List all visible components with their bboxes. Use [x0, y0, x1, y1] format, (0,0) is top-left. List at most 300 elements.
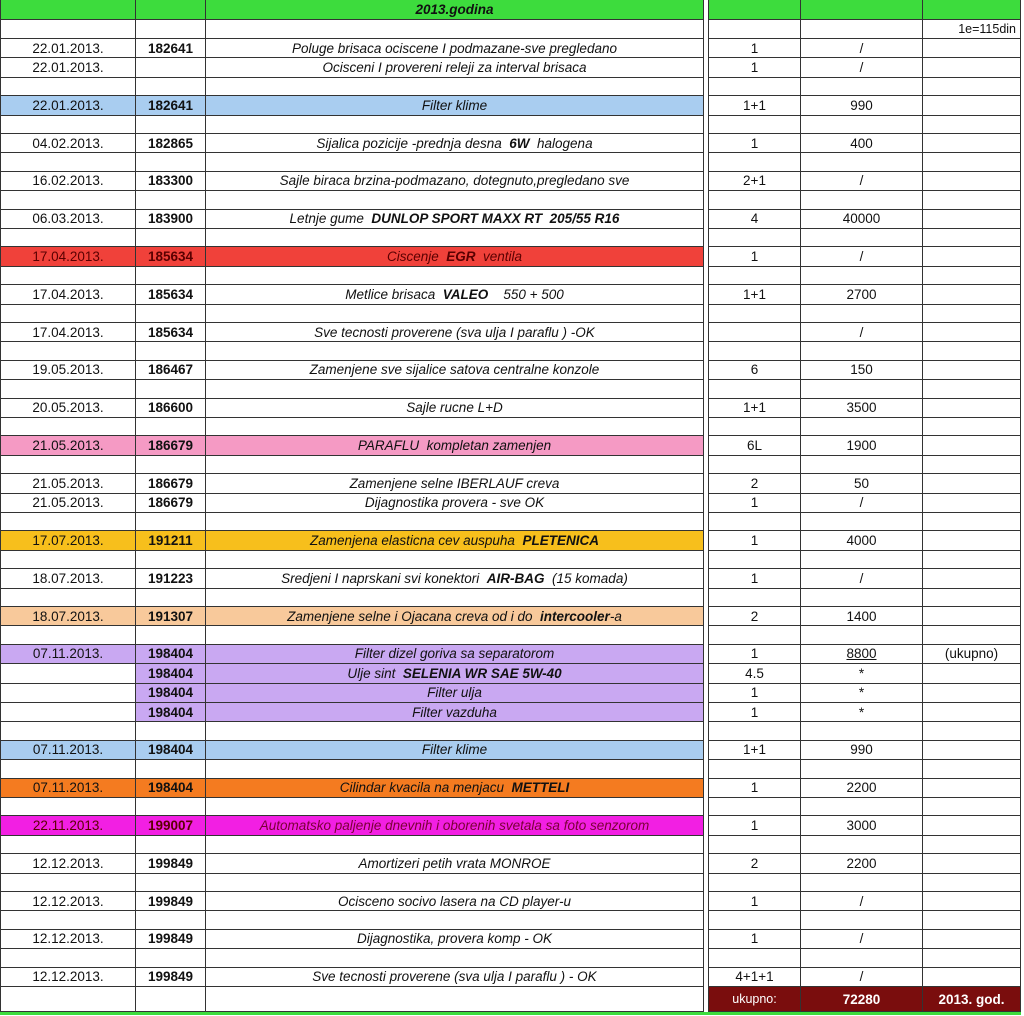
description-cell [206, 399, 704, 418]
empty-cell [801, 911, 923, 929]
quantity-cell: 1 [708, 930, 801, 949]
date-cell: 07.11.2013. [0, 645, 136, 664]
empty-cell [0, 551, 136, 569]
empty-cell [708, 78, 801, 96]
empty-cell [708, 305, 801, 323]
column-gap [704, 607, 708, 626]
blank-row [0, 874, 1024, 892]
empty-cell [136, 267, 206, 285]
empty-cell [923, 342, 1021, 360]
empty-cell [206, 626, 704, 644]
empty-cell [0, 798, 136, 816]
description-bold-part: EGR [446, 249, 476, 265]
description-cell [206, 741, 704, 760]
price-value: 2200 [846, 855, 877, 871]
price-value: / [859, 249, 864, 265]
empty-cell [206, 305, 704, 323]
empty-cell [136, 456, 206, 474]
quantity-cell: 1 [708, 247, 801, 266]
empty-cell [801, 760, 923, 778]
empty-cell [136, 380, 206, 398]
description-bold-part: intercooler [540, 608, 610, 624]
date-cell: 12.12.2013. [0, 854, 136, 873]
date-cell: 04.02.2013. [0, 134, 136, 153]
empty-cell [0, 911, 136, 929]
quantity-cell: 2 [708, 474, 801, 493]
empty-cell [136, 949, 206, 967]
note-cell [923, 892, 1021, 911]
price-value: 400 [850, 135, 873, 151]
description-part: -a [609, 608, 622, 624]
empty-cell [206, 116, 704, 134]
quantity-cell [708, 323, 801, 342]
description-part: Zamenjena elasticna cev auspuha [310, 533, 523, 549]
price-value: 8800 [846, 646, 877, 662]
empty-cell [923, 78, 1021, 96]
table-row [0, 569, 1024, 588]
price-cell [801, 854, 923, 873]
blank-row [0, 78, 1024, 96]
quantity-cell: 2 [708, 854, 801, 873]
empty-cell [206, 418, 704, 436]
description-part: Dijagnostika provera - sve OK [364, 495, 545, 511]
price-cell [801, 39, 923, 58]
blank-row [0, 267, 1024, 285]
quantity-cell: 1 [708, 569, 801, 588]
empty-cell [0, 418, 136, 436]
empty-cell [708, 342, 801, 360]
description-part: 550 + 500 [488, 286, 564, 302]
empty-cell [923, 874, 1021, 892]
column-gap [704, 342, 708, 360]
km-cell: 183300 [136, 172, 206, 191]
description-cell [206, 210, 704, 229]
date-cell: 18.07.2013. [0, 569, 136, 588]
table-row [0, 892, 1024, 911]
description-cell [206, 134, 704, 153]
column-gap [704, 116, 708, 134]
empty-cell [923, 911, 1021, 929]
price-value: * [858, 704, 865, 720]
km-cell: 199849 [136, 854, 206, 873]
description-part: Poluge brisaca ociscene I podmazane-sve pregledano [292, 40, 617, 56]
empty-cell [923, 626, 1021, 644]
date-cell: 18.07.2013. [0, 607, 136, 626]
empty-cell [923, 267, 1021, 285]
empty-cell [708, 116, 801, 134]
price-cell [801, 816, 923, 835]
table-row [0, 58, 1024, 77]
table-row [0, 172, 1024, 191]
note-cell [923, 96, 1021, 115]
column-gap [704, 134, 708, 153]
empty-cell [206, 911, 704, 929]
empty-cell [136, 513, 206, 531]
column-gap [704, 96, 708, 115]
year-title: 2013.godina [206, 0, 704, 20]
empty-cell [0, 513, 136, 531]
note-cell [923, 361, 1021, 380]
km-cell: 182641 [136, 39, 206, 58]
blank-row [0, 798, 1024, 816]
empty-cell [206, 987, 704, 1012]
description-part: Metlice brisaca [345, 286, 443, 302]
description-cell [206, 436, 704, 455]
column-gap [704, 741, 708, 760]
description-part: Filter dizel goriva sa separatorom [354, 646, 555, 662]
column-gap [704, 949, 708, 967]
empty-cell [801, 78, 923, 96]
price-cell [801, 96, 923, 115]
price-cell [801, 645, 923, 664]
column-gap [704, 229, 708, 247]
blank-row [0, 456, 1024, 474]
empty-cell [0, 987, 136, 1012]
empty-cell [0, 229, 136, 247]
empty-cell [923, 191, 1021, 209]
description-part: Sredjeni I naprskani svi konektori [281, 570, 487, 586]
empty-cell [801, 798, 923, 816]
empty-cell [801, 20, 923, 39]
quantity-cell: 1+1 [708, 285, 801, 304]
price-value: 1400 [846, 608, 877, 624]
blank-row [0, 949, 1024, 967]
date-cell: 22.01.2013. [0, 96, 136, 115]
empty-cell [708, 836, 801, 854]
empty-cell [136, 551, 206, 569]
empty-cell [206, 722, 704, 740]
total-label: ukupno: [708, 987, 801, 1012]
quantity-cell: 2 [708, 607, 801, 626]
empty-cell [136, 191, 206, 209]
price-value: * [858, 665, 865, 681]
empty-cell [708, 456, 801, 474]
price-value: / [859, 893, 864, 909]
note-cell [923, 39, 1021, 58]
km-cell: 191211 [136, 531, 206, 550]
total-row [0, 987, 1024, 1012]
column-gap [704, 589, 708, 607]
table-row [0, 645, 1024, 664]
description-bold-part: DUNLOP SPORT MAXX RT 205/55 R16 [371, 211, 620, 227]
description-part: Ociscеno socivo lasera na CD player-u [337, 893, 572, 909]
note-cell [923, 569, 1021, 588]
quantity-cell: 1 [708, 684, 801, 703]
description-cell [206, 39, 704, 58]
column-gap [704, 436, 708, 455]
blank-row [0, 836, 1024, 854]
table-row [0, 361, 1024, 380]
column-gap [704, 58, 708, 77]
km-cell: 186600 [136, 399, 206, 418]
note-cell [923, 436, 1021, 455]
description-part: Filter klime [421, 97, 488, 113]
table-row [0, 607, 1024, 626]
column-gap [704, 551, 708, 569]
date-cell: 07.11.2013. [0, 741, 136, 760]
price-cell [801, 741, 923, 760]
km-cell: 185634 [136, 323, 206, 342]
empty-cell [801, 513, 923, 531]
column-gap [704, 854, 708, 873]
empty-cell [801, 229, 923, 247]
description-part: halogena [529, 135, 593, 151]
note-cell [923, 134, 1021, 153]
table-row [0, 210, 1024, 229]
description-part: ventila [475, 249, 523, 265]
description-cell [206, 247, 704, 266]
table-row [0, 474, 1024, 493]
price-cell [801, 664, 923, 683]
empty-cell [136, 153, 206, 171]
header-row [0, 0, 1024, 20]
empty-cell [801, 191, 923, 209]
description-bold-part: VALEO [442, 286, 489, 302]
empty-cell [136, 589, 206, 607]
price-value: / [859, 324, 864, 340]
empty-cell [206, 513, 704, 531]
quantity-cell: 1 [708, 531, 801, 550]
empty-cell [801, 380, 923, 398]
description-cell [206, 323, 704, 342]
description-part: Cilindar kvacila na menjacu [339, 780, 512, 796]
note-cell [923, 58, 1021, 77]
column-gap [704, 779, 708, 798]
description-part: Zamenjene sve sijalice satova centralne konzole [309, 362, 600, 378]
empty-cell [801, 267, 923, 285]
empty-cell [0, 342, 136, 360]
description-part: Filter klime [421, 742, 488, 758]
table-row [0, 741, 1024, 760]
quantity-cell: 6 [708, 361, 801, 380]
empty-cell [136, 78, 206, 96]
table-row [0, 285, 1024, 304]
empty-cell [0, 153, 136, 171]
table-row [0, 39, 1024, 58]
note-cell [923, 968, 1021, 987]
header-cell [801, 0, 923, 20]
price-cell [801, 247, 923, 266]
empty-cell [206, 551, 704, 569]
date-cell: 17.07.2013. [0, 531, 136, 550]
empty-cell [923, 949, 1021, 967]
empty-cell [708, 760, 801, 778]
empty-cell [0, 267, 136, 285]
quantity-cell: 6L [708, 436, 801, 455]
description-part: Sajle biraca brzina-podmazano, dotegnuto,pregledano sve [279, 173, 630, 189]
price-value: / [859, 60, 864, 76]
date-cell: 19.05.2013. [0, 361, 136, 380]
price-value: / [859, 570, 864, 586]
price-value: 50 [853, 475, 870, 491]
km-cell: 186467 [136, 361, 206, 380]
column-gap [704, 968, 708, 987]
column-gap [704, 474, 708, 493]
bottom-border [0, 1012, 1021, 1015]
empty-cell [0, 722, 136, 740]
empty-cell [801, 456, 923, 474]
km-cell: 185634 [136, 247, 206, 266]
column-gap [704, 892, 708, 911]
empty-cell [801, 874, 923, 892]
column-gap [704, 930, 708, 949]
header-cell [708, 0, 801, 20]
price-cell [801, 210, 923, 229]
empty-cell [136, 798, 206, 816]
blank-row [0, 229, 1024, 247]
description-part: PARAFLU kompletan zamenjen [357, 438, 552, 454]
km-cell: 185634 [136, 285, 206, 304]
empty-cell [708, 513, 801, 531]
description-part: Automatsko paljenje dnevnih i oborenih svetala sa foto senzorom [259, 818, 650, 834]
empty-cell [136, 116, 206, 134]
empty-cell [136, 418, 206, 436]
empty-cell [206, 78, 704, 96]
exchange-rate-note: 1e=115din [923, 20, 1021, 39]
empty-cell [801, 836, 923, 854]
empty-cell [801, 589, 923, 607]
column-gap [704, 39, 708, 58]
price-value: * [858, 685, 865, 701]
empty-cell [206, 949, 704, 967]
empty-cell [206, 798, 704, 816]
description-part: Letnje gume [289, 211, 372, 227]
empty-cell [206, 20, 704, 39]
price-cell [801, 684, 923, 703]
quantity-cell: 1+1 [708, 399, 801, 418]
empty-cell [708, 551, 801, 569]
km-cell: 199849 [136, 892, 206, 911]
price-cell [801, 285, 923, 304]
quantity-cell: 1 [708, 703, 801, 722]
empty-cell [0, 116, 136, 134]
price-value: / [859, 173, 864, 189]
column-gap [704, 722, 708, 740]
empty-cell [136, 626, 206, 644]
price-value: 40000 [842, 211, 881, 227]
empty-cell [0, 20, 136, 39]
column-gap [704, 305, 708, 323]
column-gap [704, 78, 708, 96]
description-cell [206, 172, 704, 191]
column-gap [704, 987, 708, 1012]
table-row [0, 816, 1024, 835]
km-cell: 199007 [136, 816, 206, 835]
date-cell: 16.02.2013. [0, 172, 136, 191]
description-cell [206, 58, 704, 77]
empty-cell [0, 191, 136, 209]
date-cell [0, 684, 136, 703]
empty-cell [206, 229, 704, 247]
description-part: Sijalica pozicije -prednja desna [316, 135, 510, 151]
empty-cell [0, 305, 136, 323]
empty-cell [136, 874, 206, 892]
total-year: 2013. god. [923, 987, 1021, 1012]
blank-row [0, 305, 1024, 323]
table-row [0, 930, 1024, 949]
column-gap [704, 361, 708, 380]
note-cell [923, 172, 1021, 191]
km-cell: 182641 [136, 96, 206, 115]
km-cell: 198404 [136, 741, 206, 760]
quantity-cell: 1 [708, 645, 801, 664]
table-row [0, 494, 1024, 513]
column-gap [704, 703, 708, 722]
empty-cell [0, 760, 136, 778]
empty-cell [923, 551, 1021, 569]
price-cell [801, 892, 923, 911]
date-cell: 20.05.2013. [0, 399, 136, 418]
km-cell: 199849 [136, 968, 206, 987]
note-cell [923, 684, 1021, 703]
quantity-cell: 1 [708, 892, 801, 911]
price-cell [801, 58, 923, 77]
date-cell: 17.04.2013. [0, 247, 136, 266]
price-value: 1900 [846, 438, 877, 454]
price-cell [801, 399, 923, 418]
empty-cell [708, 626, 801, 644]
total-value: 72280 [801, 987, 923, 1012]
column-gap [704, 418, 708, 436]
price-value: / [859, 495, 864, 511]
empty-cell [801, 949, 923, 967]
empty-cell [923, 589, 1021, 607]
km-cell: 198404 [136, 684, 206, 703]
note-cell [923, 607, 1021, 626]
column-gap [704, 836, 708, 854]
price-cell [801, 361, 923, 380]
price-value: 990 [850, 742, 873, 758]
description-part: Zamenjene selne i Ojacana creva od i do [287, 608, 541, 624]
quantity-cell: 4 [708, 210, 801, 229]
quantity-cell: 1+1 [708, 96, 801, 115]
blank-row [0, 513, 1024, 531]
description-cell [206, 854, 704, 873]
description-bold-part: METTELI [511, 780, 570, 796]
quantity-cell: 4.5 [708, 664, 801, 683]
column-gap [704, 399, 708, 418]
empty-cell [0, 78, 136, 96]
note-cell [923, 210, 1021, 229]
empty-cell [801, 116, 923, 134]
note-cell [923, 323, 1021, 342]
blank-row [0, 191, 1024, 209]
empty-cell [923, 305, 1021, 323]
column-gap [704, 569, 708, 588]
description-cell [206, 645, 704, 664]
column-gap [704, 816, 708, 835]
price-cell [801, 323, 923, 342]
table-row [0, 684, 1024, 703]
note-cell [923, 930, 1021, 949]
description-cell [206, 569, 704, 588]
price-value: / [859, 969, 864, 985]
km-cell: 191223 [136, 569, 206, 588]
empty-cell [801, 305, 923, 323]
table-row [0, 854, 1024, 873]
note-cell: (ukupno) [923, 645, 1021, 664]
blank-row [0, 153, 1024, 171]
note-cell [923, 474, 1021, 493]
note-cell [923, 816, 1021, 835]
empty-cell [923, 760, 1021, 778]
empty-cell [206, 456, 704, 474]
description-part: Sve tecnosti proverene (sva ulja I paraflu ) -OK [314, 324, 595, 340]
price-value: 3000 [846, 818, 877, 834]
empty-cell [708, 722, 801, 740]
empty-cell [136, 20, 206, 39]
column-gap [704, 626, 708, 644]
